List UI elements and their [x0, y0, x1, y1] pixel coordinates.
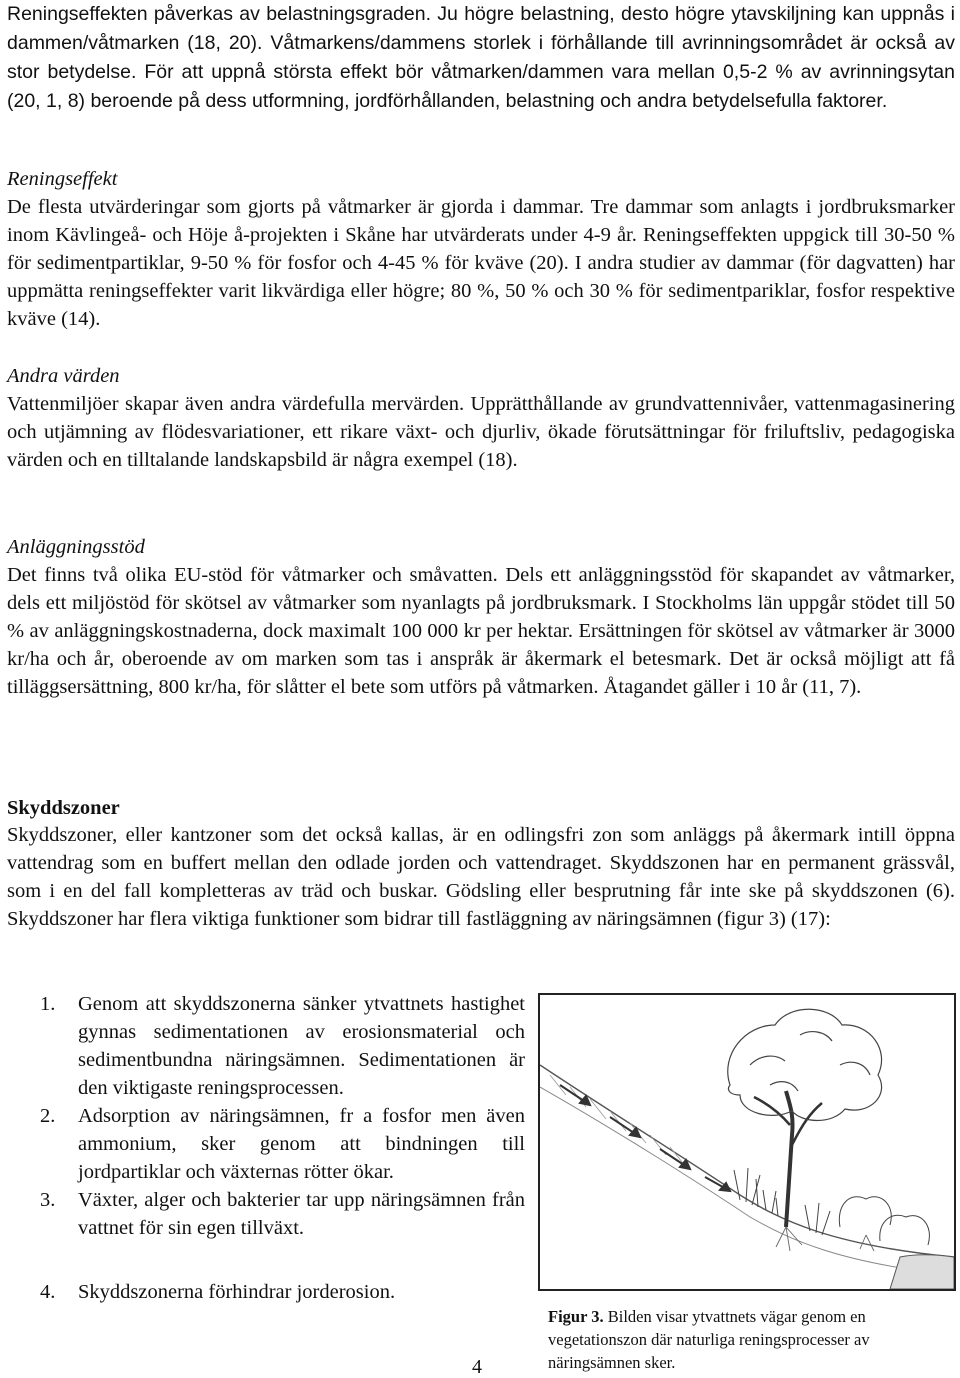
list-item-text: Skyddszonerna förhindrar jorderosion.: [78, 1281, 396, 1303]
paragraph-andra-varden: [7, 390, 955, 474]
paragraph-anlaggningsstod: [7, 561, 955, 701]
list-item: [40, 1102, 525, 1186]
list-item-number: 3.: [40, 1189, 56, 1211]
figure-3-illustration: [538, 993, 956, 1291]
list-item-text: Genom att skyddszonerna sänker ytvattnets hastighet gynnas sedimentationen av erosionsmaterial och sedimentbundna näringsämnen. Sedimentationen är den viktigaste reningsprocessen.: [78, 993, 525, 1099]
list-item-number: 2.: [40, 1105, 56, 1127]
skyddszoner-text: Skyddszoner, eller kantzoner som det också kallas, är en odlingsfri zon som anläggs på åkermark intill öppna vattendrag som en buffert mellan den odlade jorden och vattendraget. Skyddszonen har en permanent grässvål, som i en del fall kompletteras av träd och buskar. Gödsling eller besprutning får inte ske på skyddszonen (6). Skyddszoner har flera viktiga funktioner som bidrar till fastläggning av näringsämnen (figur 3) (17):: [7, 824, 955, 930]
intro-paragraph: [7, 0, 955, 116]
water-flow-arrows: [560, 1085, 730, 1191]
andra-varden-text: Vattenmiljöer skapar även andra värdefulla mervärden. Upprätthållande av grundvattennivåer, vattenmagasinering och utjämning av flödesvariationer, ett rikare växt- och djurliv, ökade förutsättningar för friluftsliv, pedagogiska värden och en tilltalande landskapsbild är några exempel (18).: [7, 393, 955, 471]
list-item: [40, 990, 525, 1102]
list-item-text: Växter, alger och bakterier tar upp näringsämnen från vattnet för sin egen tillväxt.: [78, 1189, 525, 1239]
list-item: [40, 1278, 525, 1306]
list-item-number: 4.: [40, 1281, 56, 1303]
grass-shrubs: [734, 1168, 929, 1245]
anlaggningsstod-text: Det finns två olika EU-stöd för våtmarker och småvatten. Dels ett anläggningsstöd för skapandet av våtmarker, dels ett miljöstöd för skötsel av våtmarker som nyanlagts på jordbruksmark. I Stockholms län uppgår stödet till 50 % av anläggningskostnaderna, dock maximalt 100 000 kr per hektar. Ersättningen för skötsel av våtmarker är 3000 kr/ha och år, oberoende av om marken som tas i anspråk är åkermark el betesmark. Det är också möjligt att få tilläggsersättning, 800 kr/ha, för slåtter el bete som utförs på våtmarken. Åtagandet gäller i 10 år (11, 7).: [7, 564, 955, 698]
heading-reningseffekt: Reningseffekt: [7, 168, 118, 190]
list-item: [40, 1186, 525, 1242]
heading-andra-varden: Andra värden: [7, 365, 120, 387]
heading-skyddszoner: Skyddszoner: [7, 797, 120, 819]
paragraph-reningseffekt: [7, 193, 955, 333]
figure-caption: [548, 1305, 948, 1374]
paragraph-skyddszoner: [7, 821, 955, 933]
tree-crown: [728, 1009, 882, 1120]
list-item-number: 1.: [40, 993, 56, 1015]
reningseffekt-text: De flesta utvärderingar som gjorts på våtmarker är gjorda i dammar. Tre dammar som anlagts i jordbruksmarker inom Kävlingeå- och Höje å-projekten i Skåne har utvärderats under 4-9 år. Reningseffekten uppgick till 30-50 % för sedimentpartiklar, 9-50 % för fosfor och 4-45 % för kväve (20). I andra studier av dammar (för dagvatten) har uppmätta reningseffekter varit likvärdiga eller högre; 80 %, 50 % och 30 % för sedimentpariklar, fosfor respektive kväve (14).: [7, 196, 955, 330]
intro-text: Reningseffekten påverkas av belastningsgraden. Ju högre belastning, desto högre ytavskiljning kan uppnås i dammen/våtmarken (18, 20). Våtmarkens/dammens storlek i förhållande till avrinningsområdet är också av stor betydelse. För att uppnå största effekt bör våtmarken/dammen vara mellan 0,5-2 % av avrinningsytan (20, 1, 8) beroende på dess utformning, jordförhållanden, belastning och andra betydelsefulla faktorer.: [7, 3, 955, 112]
figure-label: Figur 3.: [548, 1307, 604, 1326]
function-list: [40, 990, 525, 1306]
figure-caption-text: Bilden visar ytvattnets vägar genom en vegetationszon där naturliga reningsprocesser av näringsämnen sker.: [548, 1307, 870, 1372]
list-item-text: Adsorption av näringsämnen, fr a fosfor men även ammonium, sker genom att bindningen till jordpartiklar och växternas rötter ökar.: [78, 1105, 525, 1183]
page-number: 4: [472, 1356, 482, 1378]
heading-anlaggningsstod: Anläggningsstöd: [7, 536, 145, 558]
buffer-zone-sketch: [540, 995, 954, 1289]
